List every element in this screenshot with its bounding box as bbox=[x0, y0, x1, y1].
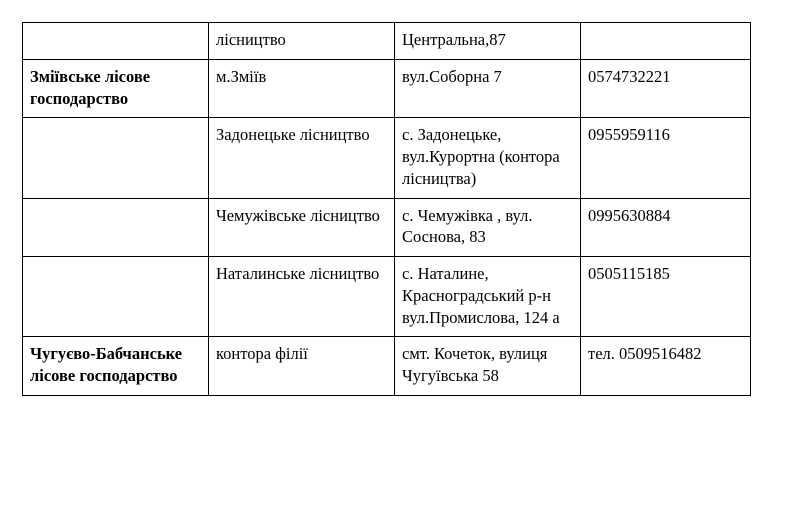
cell-phone: 0505115185 bbox=[581, 257, 751, 337]
cell-unit: Задонецьке лісництво bbox=[209, 118, 395, 198]
cell-org bbox=[23, 198, 209, 257]
table-row bbox=[23, 118, 751, 198]
cell-address: с. Задонецьке, вул.Курортна (контора лісництва) bbox=[395, 118, 581, 198]
cell-address: Центральна,87 bbox=[395, 23, 581, 60]
cell-org bbox=[23, 118, 209, 198]
cell-org bbox=[23, 23, 209, 60]
cell-org bbox=[23, 257, 209, 337]
table-row bbox=[23, 59, 751, 118]
cell-phone: тел. 0509516482 bbox=[581, 337, 751, 396]
cell-address: с. Чемужівка , вул. Соснова, 83 bbox=[395, 198, 581, 257]
cell-unit: Наталинське лісництво bbox=[209, 257, 395, 337]
forestry-contacts-table bbox=[22, 22, 751, 396]
cell-org: Зміївське лісове господарство bbox=[23, 59, 209, 118]
cell-address: вул.Соборна 7 bbox=[395, 59, 581, 118]
cell-phone: 0955959116 bbox=[581, 118, 751, 198]
table-row bbox=[23, 257, 751, 337]
cell-unit: м.Зміїв bbox=[209, 59, 395, 118]
table-row bbox=[23, 337, 751, 396]
cell-unit: контора філії bbox=[209, 337, 395, 396]
cell-org: Чугуєво-Бабчанське лісове господарство bbox=[23, 337, 209, 396]
cell-phone bbox=[581, 23, 751, 60]
cell-address: смт. Кочеток, вулиця Чугуївська 58 bbox=[395, 337, 581, 396]
cell-phone: 0574732221 bbox=[581, 59, 751, 118]
table-row bbox=[23, 198, 751, 257]
cell-phone: 0995630884 bbox=[581, 198, 751, 257]
cell-unit: лісництво bbox=[209, 23, 395, 60]
table-body bbox=[23, 23, 751, 396]
cell-address: с. Наталине, Красноградський р-н вул.Промислова, 124 а bbox=[395, 257, 581, 337]
cell-unit: Чемужівське лісництво bbox=[209, 198, 395, 257]
table-row bbox=[23, 23, 751, 60]
